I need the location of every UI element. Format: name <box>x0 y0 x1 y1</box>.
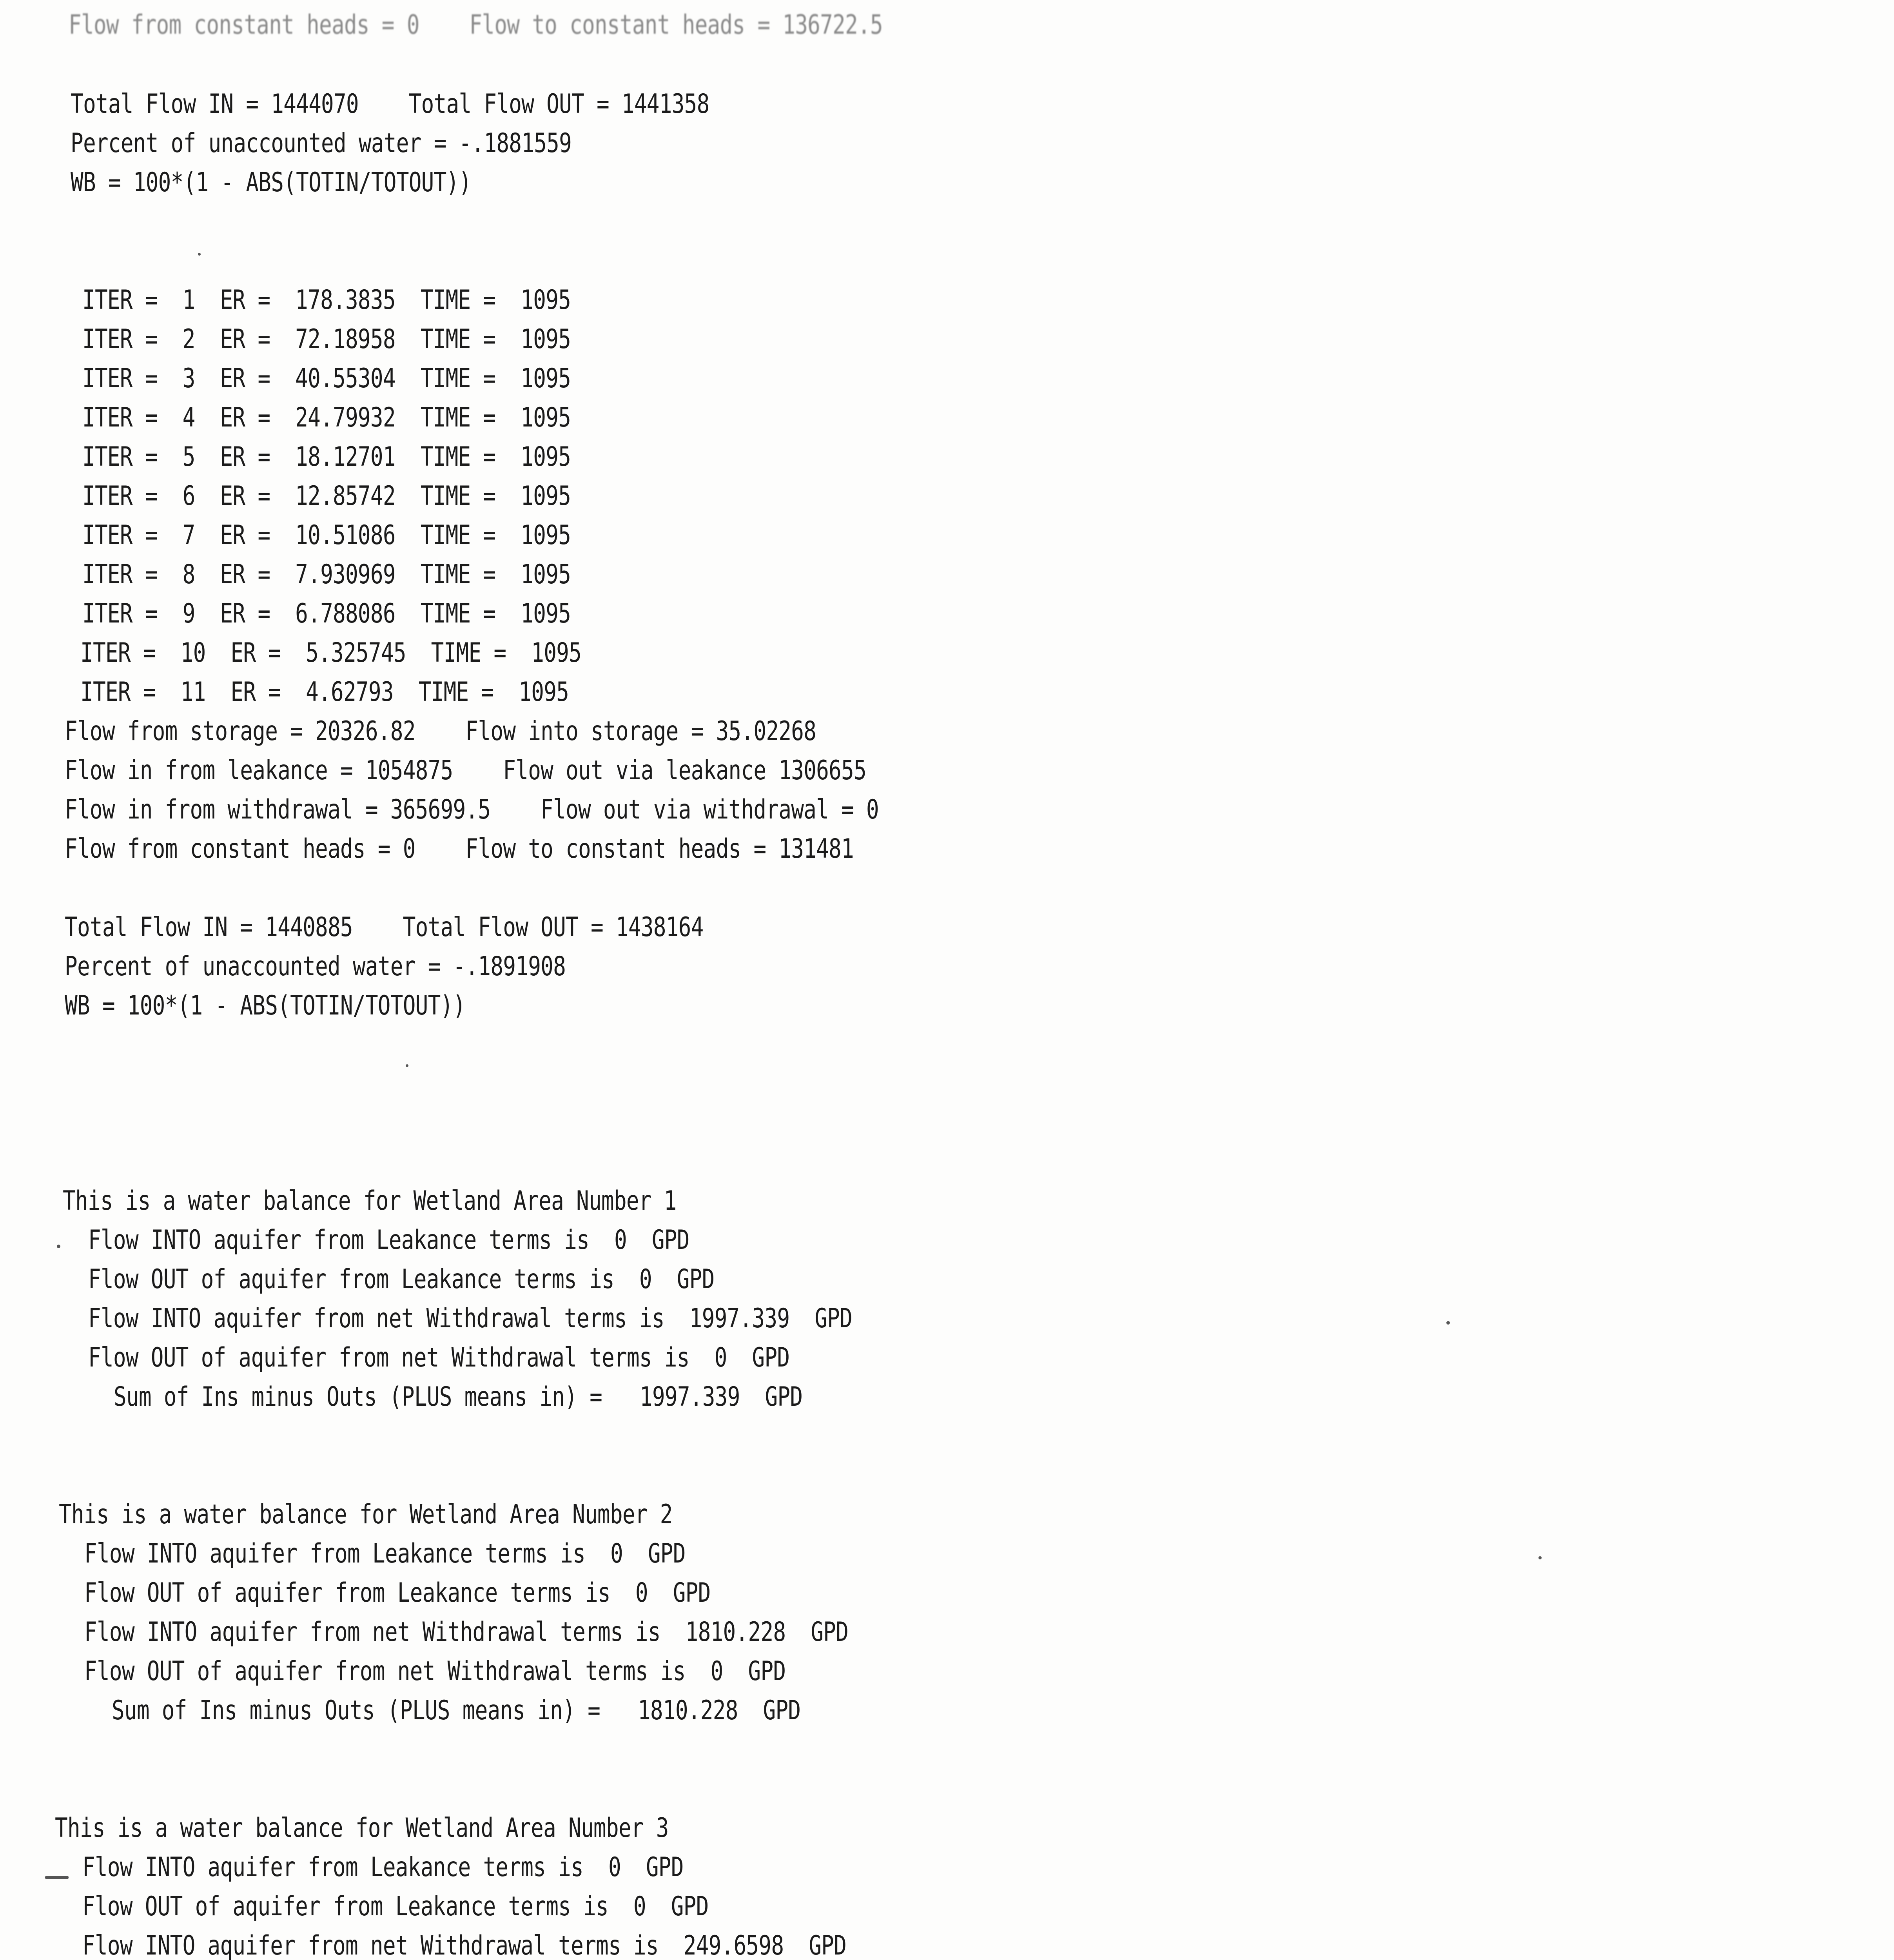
wetland-leakance-in: Flow INTO aquifer from Leakance terms is 0 GPD <box>82 1852 684 1883</box>
scan-dash-mark <box>45 1876 69 1879</box>
iteration-line: ITER = 5 ER = 18.12701 TIME = 1095 <box>82 441 571 472</box>
wb-formula-line: WB = 100*(1 - ABS(TOTIN/TOTOUT)) <box>65 990 466 1021</box>
wetland-title: This is a water balance for Wetland Area Number 1 <box>63 1185 677 1216</box>
flow-storage-line: Flow from storage = 20326.82 Flow into storage = 35.02268 <box>65 716 816 747</box>
top-fragment-line: Flow from constant heads = 0 Flow to constant heads = 136722.5 <box>69 9 883 40</box>
percent-unaccounted-line: Percent of unaccounted water = -.1891908 <box>65 951 566 982</box>
percent-unaccounted-line: Percent of unaccounted water = -.1881559 <box>71 128 572 159</box>
wetland-leakance-in: Flow INTO aquifer from Leakance terms is 0 GPD <box>84 1538 686 1569</box>
flow-constant-heads-line: Flow from constant heads = 0 Flow to constant heads = 131481 <box>65 833 854 864</box>
scan-speck <box>1538 1556 1542 1559</box>
wetland-withdrawal-in: Flow INTO aquifer from net Withdrawal terms is 1810.228 GPD <box>84 1617 849 1648</box>
iteration-line: ITER = 4 ER = 24.79932 TIME = 1095 <box>82 402 571 433</box>
wb-formula-line: WB = 100*(1 - ABS(TOTIN/TOTOUT)) <box>71 167 472 198</box>
iteration-line: ITER = 3 ER = 40.55304 TIME = 1095 <box>82 363 571 394</box>
wetland-leakance-out: Flow OUT of aquifer from Leakance terms is 0 GPD <box>82 1891 709 1922</box>
flow-withdrawal-line: Flow in from withdrawal = 365699.5 Flow out via withdrawal = 0 <box>65 794 879 825</box>
flow-leakance-line: Flow in from leakance = 1054875 Flow out via leakance 1306655 <box>65 755 866 786</box>
wetland-sum: Sum of Ins minus Outs (PLUS means in) = 1810.228 GPD <box>112 1695 801 1726</box>
wetland-withdrawal-in: Flow INTO aquifer from net Withdrawal terms is 249.6598 GPD <box>82 1930 847 1960</box>
scan-speck <box>198 253 201 256</box>
iteration-line: ITER = 2 ER = 72.18958 TIME = 1095 <box>82 324 571 355</box>
iteration-line: ITER = 11 ER = 4.62793 TIME = 1095 <box>80 677 569 708</box>
wetland-leakance-out: Flow OUT of aquifer from Leakance terms is 0 GPD <box>88 1264 715 1295</box>
scan-speck <box>406 1064 408 1067</box>
scan-speck <box>1446 1321 1450 1325</box>
total-flow-line: Total Flow IN = 1444070 Total Flow OUT = 1441358 <box>71 89 709 120</box>
iteration-line: ITER = 9 ER = 6.788086 TIME = 1095 <box>82 598 571 629</box>
iteration-line: ITER = 8 ER = 7.930969 TIME = 1095 <box>82 559 571 590</box>
iteration-line: ITER = 1 ER = 178.3835 TIME = 1095 <box>82 285 571 316</box>
iteration-line: ITER = 7 ER = 10.51086 TIME = 1095 <box>82 520 571 551</box>
wetland-withdrawal-out: Flow OUT of aquifer from net Withdrawal terms is 0 GPD <box>84 1656 786 1687</box>
wetland-withdrawal-in: Flow INTO aquifer from net Withdrawal terms is 1997.339 GPD <box>88 1303 853 1334</box>
iteration-line: ITER = 6 ER = 12.85742 TIME = 1095 <box>82 481 571 512</box>
wetland-leakance-in: Flow INTO aquifer from Leakance terms is 0 GPD <box>88 1225 689 1256</box>
wetland-withdrawal-out: Flow OUT of aquifer from net Withdrawal terms is 0 GPD <box>88 1342 790 1373</box>
total-flow-line: Total Flow IN = 1440885 Total Flow OUT = 1438164 <box>65 912 704 943</box>
wetland-sum: Sum of Ins minus Outs (PLUS means in) = 1997.339 GPD <box>114 1381 803 1412</box>
wetland-title: This is a water balance for Wetland Area Number 3 <box>55 1813 669 1844</box>
wetland-leakance-out: Flow OUT of aquifer from Leakance terms is 0 GPD <box>84 1577 711 1608</box>
iteration-line: ITER = 10 ER = 5.325745 TIME = 1095 <box>80 637 582 668</box>
wetland-title: This is a water balance for Wetland Area Number 2 <box>59 1499 673 1530</box>
scan-speck <box>57 1245 60 1248</box>
